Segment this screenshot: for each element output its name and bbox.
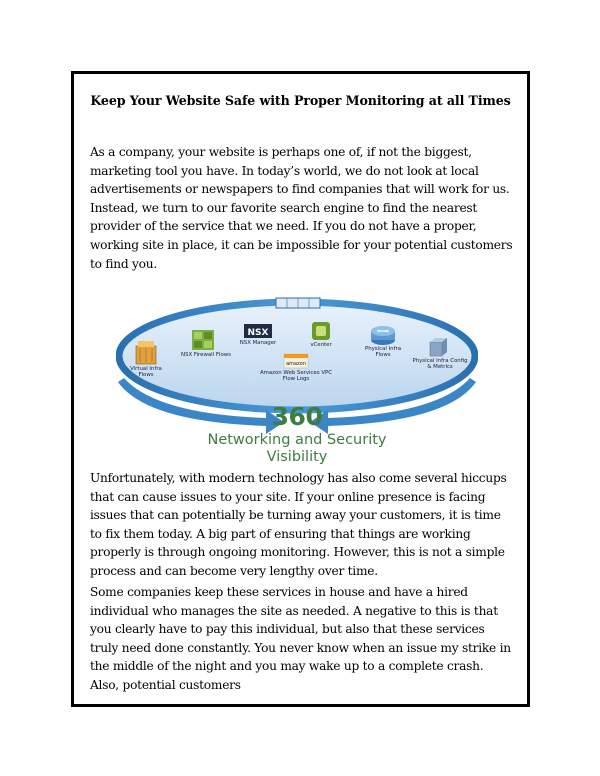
label-physical-infra-config: Physical Infra Config & Metrics <box>412 358 468 371</box>
vcenter-icon <box>312 322 330 340</box>
paragraph-3: Some companies keep these services in house and have a hired individual who manages the site as needed. A negative to this is that you clearly have to pay this individual, but also that these services truly need done constantly. You never know when an issue my strike in the middle of the night and you may wake up to a complete crash. Also, potential customers <box>90 585 511 692</box>
virtual-infra-icon <box>136 341 156 364</box>
paragraph-1: As a company, your website is perhaps one of, if not the biggest, marketing tool you have. In today’s world, we do not look at local advertisements or newspapers to find companies that will work for us. Instead, we turn to our favorite search engine to find the nearest provider of the service that we need. If you do not have a proper, working site in place, it can be impossible for your potential customers to find you. <box>90 145 513 271</box>
label-nsx-firewall: NSX Firewall Flows <box>180 352 231 358</box>
label-physical-infra-flows: Physical Infra Flows <box>364 346 402 359</box>
heading-360: 360 <box>271 402 323 431</box>
physical-infra-config-icon <box>430 338 447 356</box>
label-vcenter: vCenter <box>310 342 332 348</box>
heading-line-1: Networking and Security <box>207 432 387 448</box>
heading-line-2: Visibility <box>266 449 328 465</box>
label-virtual-infra: Virtual Infra Flows <box>130 366 162 379</box>
label-aws-vpc: Amazon Web Services VPC Flow Logs <box>259 370 333 383</box>
document-title: Keep Your Website Safe with Proper Monitoring at all Times <box>90 93 511 108</box>
nsx-manager-icon <box>244 324 272 338</box>
paragraph-2: Unfortunately, with modern technology has also come several hiccups that can cause issues to your site. If your online presence is facing issues that can potentially be turning away your customers, it is time to fix them today. A big part of ensuring that things are working properly is through ongoing monitoring. However, this is not a simple process and can become very lengthy over time. <box>90 471 507 578</box>
nsx-firewall-icon <box>192 330 214 350</box>
aws-icon <box>284 354 308 368</box>
amazon-logo-text: amazon <box>286 361 306 367</box>
physical-infra-flows-icon <box>371 326 395 345</box>
visibility-diagram <box>116 296 478 466</box>
page-frame <box>71 71 530 707</box>
label-nsx-manager: NSX Manager <box>239 340 277 346</box>
nsx-logo-text: NSX <box>247 328 269 338</box>
